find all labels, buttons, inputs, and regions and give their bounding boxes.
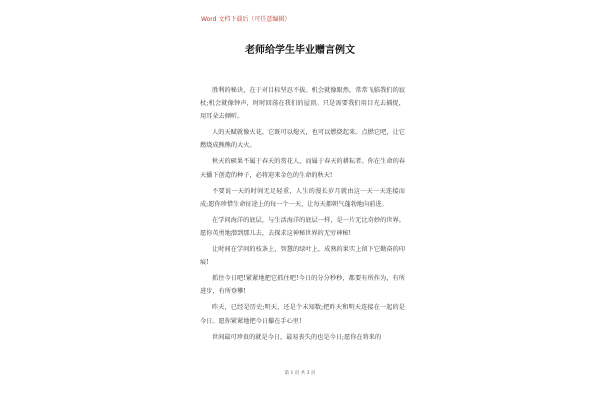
paragraph: 不要说一天的时间无足轻重，人生的漫长岁月就由这一天一天连接而成;愿你珍惜生命征途上的每一个一天，让每天都朝气蓬勃地向前进。 <box>200 187 405 208</box>
paragraph: 昨天，已经是历史;明天，还是个未知数;把昨天和明天连接在一起的是今日。愿你紧紧地把今日攥在手心里! <box>200 304 405 325</box>
document-title: 老师给学生毕业赠言例文 <box>245 45 355 56</box>
download-watermark: Word 文档下载后（可任意编辑） <box>201 16 291 23</box>
paragraph: 让时间在学问的枝条上，智慧的绿叶上，成熟的果实上留下它勤奋的印痕! <box>200 246 405 267</box>
paragraph: 世间最可珍贵的就是今日，最易丧失的也是今日;愿你在将来的 <box>212 333 382 341</box>
document-body <box>200 84 405 347</box>
page-number-footer: 第 1 页 共 3 页 <box>284 371 316 376</box>
paragraph: 人的天赋就像火花，它既可以熄灭，也可以燃烧起来。点燃它吧，让它燃烧成熊熊的大火。 <box>200 129 405 150</box>
paragraph: 在学问海洋的底层，与生活海洋的底层一样，是一片无比奇妙的世界。愿你英勇地潜到那儿去，去探求这神秘世界的无穷神秘! <box>200 216 405 237</box>
paragraph: 胜利的秘诀，在于对目标坚忍不拔。机会就像眼然，常常飞临我们的寂杖;机会就像钟声，时时回荡在我们的屋顶。只是需要我们用目光去捕捉，用耳朵去倾听。 <box>200 87 405 121</box>
paragraph: 抓住今日吧!紧紧地把它抓住吧!今日的分分秒秒，都要有所作为，有所进步，有所登攀! <box>200 275 405 296</box>
paragraph: 秋天的硕果不属于春天的赏花人，而属于春天的耕耘者。你在生命的春天播下创造的种子，必将迎来金色的生命的秋天! <box>200 158 405 179</box>
